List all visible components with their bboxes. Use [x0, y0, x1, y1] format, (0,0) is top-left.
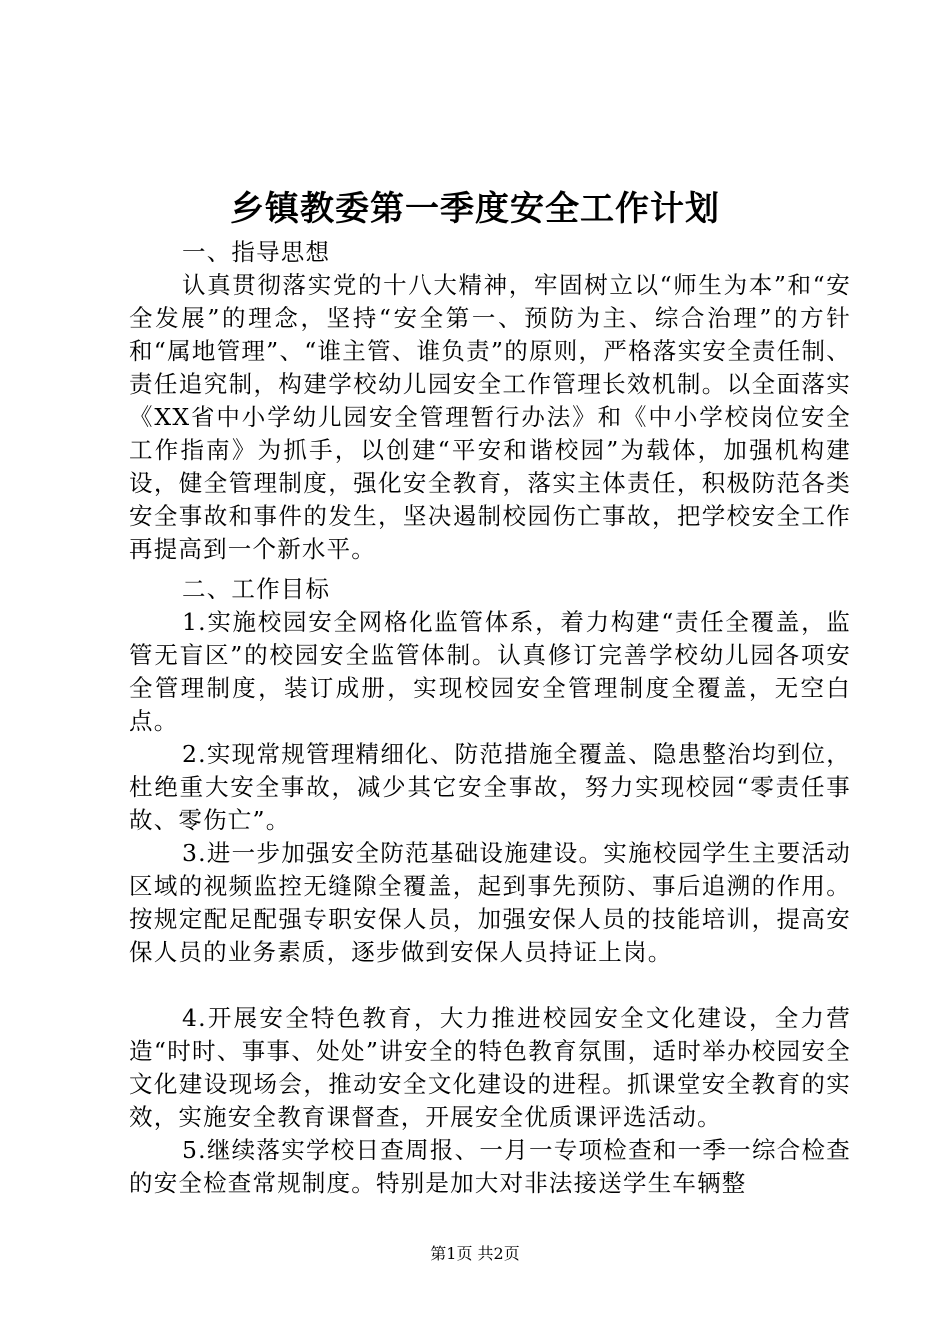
section-guiding-ideology: [129, 236, 851, 566]
goal-item: 3.进一步加强安全防范基础设施建设。实施校园学生主要活动区域的视频监控无缝隙全覆盖，起到事先预防、事后追溯的作用。按规定配足配强专职安保人员，加强安保人员的技能培训，提高安保人员的业务素质，逐步做到安保人员持证上岗。: [129, 839, 851, 966]
goal-item: 4.开展安全特色教育，大力推进校园安全文化建设，全力营造“时时、事事、处处”讲安全的特色教育氛围，适时举办校园安全文化建设现场会，推动安全文化建设的进程。抓课堂安全教育的实效，实施安全教育课督查，开展安全优质课评选活动。: [129, 1004, 851, 1131]
goal-item: 1.实施校园安全网格化监管体系，着力构建“责任全覆盖，监管无盲区”的校园安全监管体制。认真修订完善学校幼儿园各项安全管理制度，装订成册，实现校园安全管理制度全覆盖，无空白点。: [129, 608, 851, 735]
goal-item: 5.继续落实学校日查周报、一月一专项检查和一季一综合检查的安全检查常规制度。特别是加大对非法接送学生车辆整: [129, 1136, 851, 1197]
section-heading: 二、工作目标: [182, 575, 331, 603]
document-title: 乡镇教委第一季度安全工作计划: [230, 189, 720, 229]
page-number-footer: 第1页 共2页: [430, 1244, 520, 1263]
section-paragraph: 认真贯彻落实党的十八大精神，牢固树立以“师生为本”和“安全发展”的理念，坚持“安全第一、预防为主、综合治理”的方针和“属地管理”、“谁主管、谁负责”的原则，严格落实安全责任制、责任追究制，构建学校幼儿园安全工作管理长效机制。以全面落实《XX省中小学幼儿园安全管理暂行办法》和《中小学校岗位安全工作指南》为抓手，以创建“平安和谐校园”为载体，加强机构建设，健全管理制度，强化安全教育，落实主体责任，积极防范各类安全事故和事件的发生，坚决遏制校园伤亡事故，把学校安全工作再提高到一个新水平。: [129, 271, 851, 563]
goal-item: 2.实现常规管理精细化、防范措施全覆盖、隐患整治均到位，杜绝重大安全事故，减少其它安全事故，努力实现校园“零责任事故、零伤亡”。: [129, 740, 851, 834]
section-heading: 一、指导思想: [182, 238, 331, 266]
section-work-goals: [129, 573, 851, 1200]
